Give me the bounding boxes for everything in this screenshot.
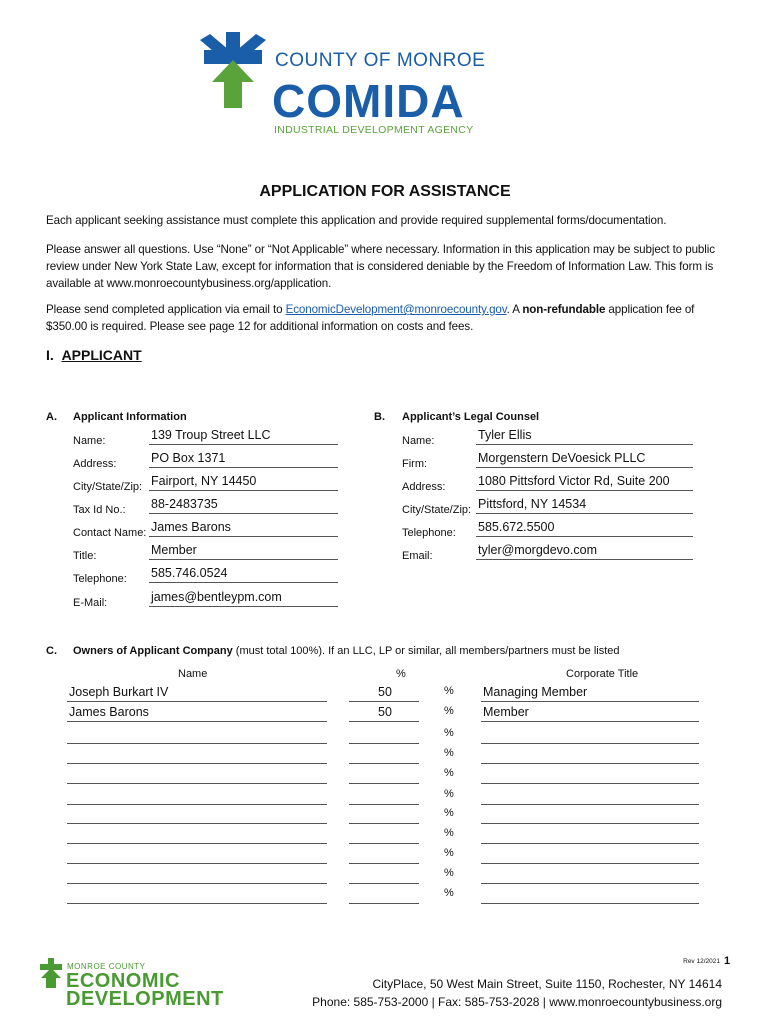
applicant-field-value[interactable]: James Barons — [149, 519, 338, 537]
eco-dev-line2: DEVELOPMENT — [66, 988, 224, 1010]
legal-counsel-heading: Applicant’s Legal Counsel — [402, 411, 540, 423]
owner-title[interactable] — [481, 746, 699, 764]
applicant-field-label: Name: — [73, 435, 106, 447]
applicant-field-label: E-Mail: — [73, 597, 108, 609]
owner-name[interactable] — [67, 726, 327, 744]
percent-symbol: % — [444, 887, 454, 899]
applicant-field-label: City/State/Zip: — [73, 481, 143, 493]
fee-text-pre: Please send completed application via email to — [46, 303, 286, 316]
section-heading — [46, 347, 142, 363]
applicant-field-value[interactable]: PO Box 1371 — [149, 450, 338, 468]
owner-percent[interactable] — [349, 866, 419, 884]
owner-name[interactable] — [67, 826, 327, 844]
footer-contact: Phone: 585-753-2000 | Fax: 585-753-2028 | www.monroecountybusiness.org — [312, 995, 722, 1009]
intro-paragraph-1: Each applicant seeking assistance must complete this application and provide required supplemental forms/documentation. — [46, 214, 667, 227]
applicant-field-value[interactable]: Member — [149, 542, 338, 560]
fee-text-bold: non-refundable — [522, 303, 606, 316]
owners-heading — [73, 645, 620, 657]
applicant-field-value[interactable]: 139 Troup Street LLC — [149, 427, 338, 445]
percent-symbol: % — [444, 705, 454, 717]
logo-ida-text: INDUSTRIAL DEVELOPMENT AGENCY — [274, 124, 474, 136]
owner-title[interactable] — [481, 726, 699, 744]
legal-counsel-letter: B. — [374, 411, 385, 423]
percent-symbol: % — [444, 847, 454, 859]
owner-percent[interactable] — [349, 826, 419, 844]
owner-percent[interactable] — [349, 766, 419, 784]
owner-title[interactable] — [481, 826, 699, 844]
percent-symbol: % — [444, 685, 454, 697]
counsel-field-value[interactable]: 1080 Pittsford Victor Rd, Suite 200 — [476, 473, 693, 491]
owner-title[interactable]: Member — [481, 704, 699, 722]
owners-col-title: Corporate Title — [566, 668, 639, 680]
counsel-field-label: Name: — [402, 435, 435, 447]
owner-name[interactable] — [67, 787, 327, 805]
owner-name[interactable] — [67, 866, 327, 884]
email-link[interactable]: EconomicDevelopment@monroecounty.gov — [285, 303, 507, 316]
owner-name[interactable]: Joseph Burkart IV — [67, 684, 327, 702]
owner-name[interactable] — [67, 846, 327, 864]
eco-dev-line1: ECONOMIC — [66, 970, 180, 992]
page-number: 1 — [724, 955, 731, 967]
counsel-field-label: Address: — [402, 481, 446, 493]
intro-paragraph-3 — [46, 301, 726, 335]
owner-title[interactable] — [481, 766, 699, 784]
counsel-field-value[interactable]: Tyler Ellis — [476, 427, 693, 445]
percent-symbol: % — [444, 827, 454, 839]
applicant-info-heading: Applicant Information — [73, 411, 187, 423]
revision-label: Rev 12/2021 — [683, 958, 720, 965]
owners-heading-bold: Owners of Applicant Company — [73, 645, 233, 657]
counsel-field-value[interactable]: Pittsford, NY 14534 — [476, 496, 693, 514]
owner-name[interactable] — [67, 746, 327, 764]
footer-address: CityPlace, 50 West Main Street, Suite 1150, Rochester, NY 14614 — [372, 977, 722, 991]
applicant-field-value[interactable]: Fairport, NY 14450 — [149, 473, 338, 491]
owner-title[interactable] — [481, 866, 699, 884]
owner-name[interactable] — [67, 886, 327, 904]
eco-dev-small-text: MONROE COUNTY — [67, 962, 146, 971]
counsel-field-label: Telephone: — [402, 527, 456, 539]
owner-percent[interactable] — [349, 806, 419, 824]
owner-percent[interactable] — [349, 846, 419, 864]
applicant-field-label: Title: — [73, 550, 97, 562]
counsel-field-label: Firm: — [402, 458, 428, 470]
percent-symbol: % — [444, 727, 454, 739]
owner-name[interactable] — [67, 766, 327, 784]
percent-symbol: % — [444, 788, 454, 800]
owner-percent[interactable] — [349, 886, 419, 904]
counsel-field-value[interactable]: tyler@morgdevo.com — [476, 542, 693, 560]
applicant-info-letter: A. — [46, 411, 57, 423]
owner-percent[interactable] — [349, 746, 419, 764]
counsel-field-label: City/State/Zip: — [402, 504, 472, 516]
percent-symbol: % — [444, 867, 454, 879]
applicant-field-label: Tax Id No.: — [73, 504, 126, 516]
owners-heading-rest: (must total 100%). If an LLC, LP or similar, all members/partners must be listed — [232, 645, 620, 657]
owner-title[interactable] — [481, 787, 699, 805]
intro-paragraph-2: Please answer all questions. Use “None” or “Not Applicable” where necessary. Information in this application may be subject to public review under New York State Law, except for information that is considered deniable by the Freedom of Information Law. This form is available at www.monroecountybusiness.org/application. — [46, 243, 715, 290]
owner-percent[interactable]: 50 — [349, 684, 419, 702]
eco-dev-logo-icon — [38, 958, 64, 988]
owner-title[interactable] — [481, 886, 699, 904]
owner-name[interactable]: James Barons — [67, 704, 327, 722]
owner-title[interactable] — [481, 846, 699, 864]
fee-text-post: application fee of $350.00 is required. Please see page 12 for additional information on costs and fees. — [46, 303, 695, 333]
owner-title[interactable]: Managing Member — [481, 684, 699, 702]
owners-col-name: Name — [178, 668, 208, 680]
owner-name[interactable] — [67, 806, 327, 824]
logo-county-text: COUNTY OF MONROE — [275, 50, 486, 71]
owners-letter: C. — [46, 645, 57, 657]
percent-symbol: % — [444, 747, 454, 759]
owner-percent[interactable] — [349, 787, 419, 805]
owner-percent[interactable]: 50 — [349, 704, 419, 722]
percent-symbol: % — [444, 807, 454, 819]
section-number: I. — [46, 347, 54, 363]
applicant-field-label: Contact Name: — [73, 527, 147, 539]
applicant-field-value[interactable]: 585.746.0524 — [149, 565, 338, 583]
owner-percent[interactable] — [349, 726, 419, 744]
counsel-field-label: Email: — [402, 550, 433, 562]
owners-col-pct: % — [396, 668, 406, 680]
logo-comida-text: COMIDA — [272, 75, 465, 127]
applicant-field-label: Telephone: — [73, 573, 127, 585]
applicant-field-value[interactable]: 88-2483735 — [149, 496, 338, 514]
counsel-field-value[interactable]: 585.672.5500 — [476, 519, 693, 537]
document-title: APPLICATION FOR ASSISTANCE — [259, 183, 511, 200]
section-title: APPLICANT — [61, 347, 142, 363]
fee-text-mid: . A — [506, 303, 523, 316]
applicant-field-label: Address: — [73, 458, 117, 470]
counsel-field-value[interactable]: Morgenstern DeVoesick PLLC — [476, 450, 693, 468]
percent-symbol: % — [444, 767, 454, 779]
applicant-field-value[interactable]: james@bentleypm.com — [149, 589, 338, 607]
owner-title[interactable] — [481, 806, 699, 824]
